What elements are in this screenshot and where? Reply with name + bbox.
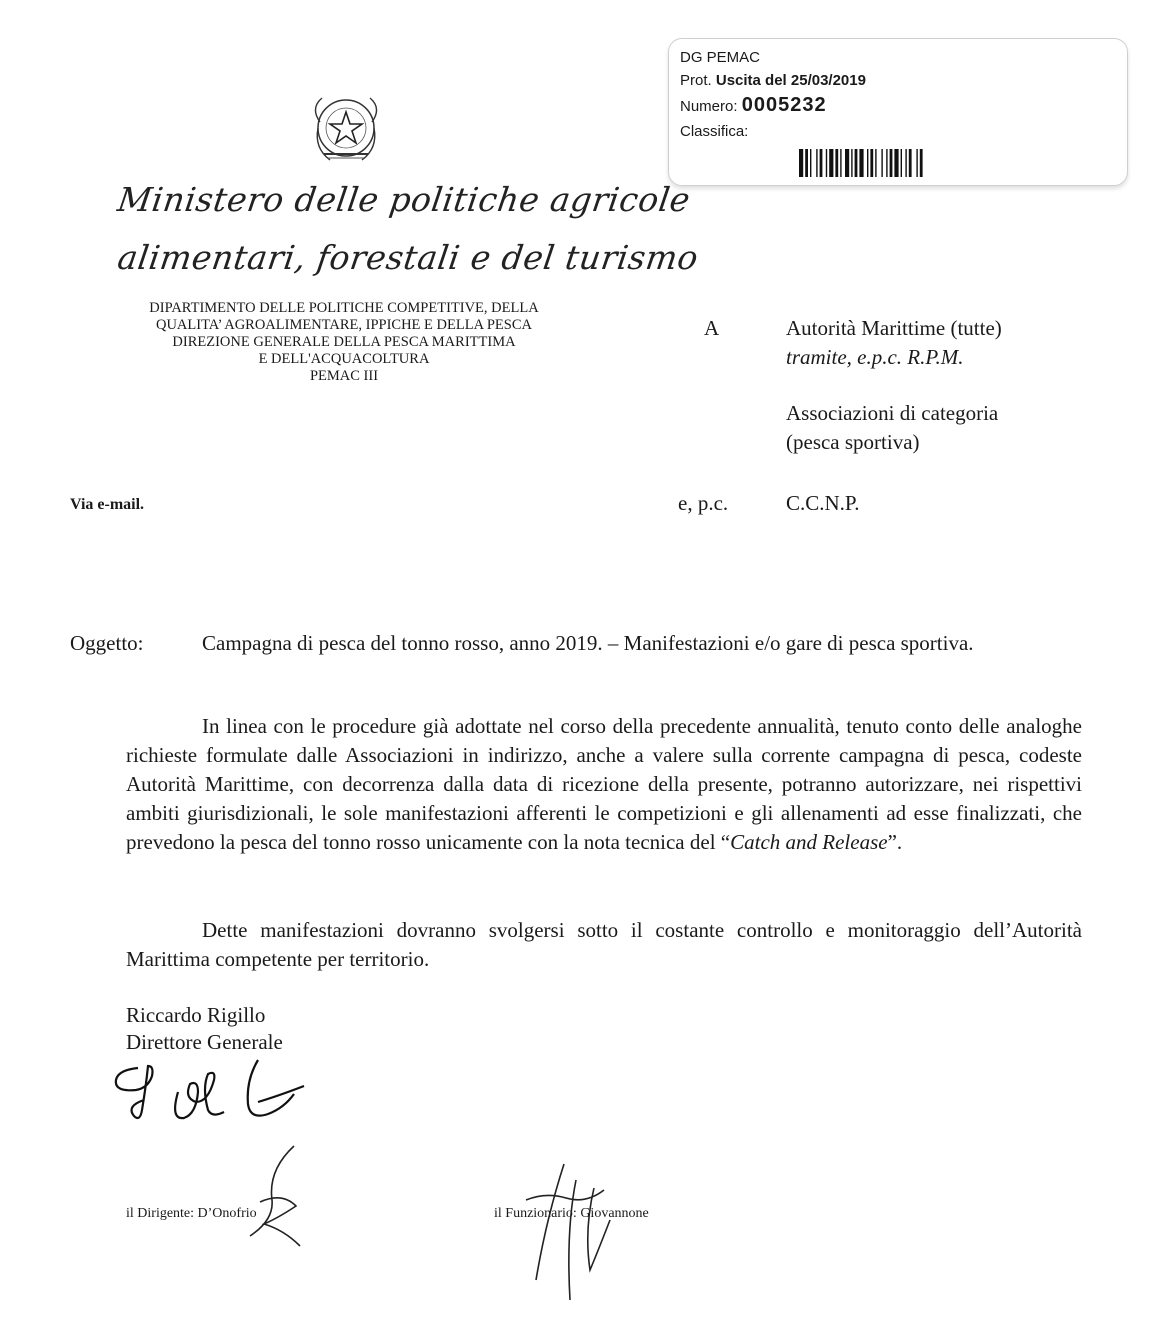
barcode-bar (894, 149, 898, 177)
stamp-number (680, 94, 827, 117)
barcode-bar (867, 149, 868, 177)
barcode-bar (920, 149, 923, 177)
barcode-bar (826, 149, 827, 177)
barcode-bar (909, 149, 912, 177)
recipients-to-label: A (704, 316, 720, 340)
barcode-bar (840, 149, 841, 177)
department-line: QUALITA’ AGROALIMENTARE, IPPICHE E DELLA PESCA (155, 317, 532, 333)
barcode-bar (901, 149, 902, 177)
barcode-bar (799, 149, 803, 177)
funzionario-signature (506, 1160, 626, 1310)
signatory-role: Direttore Generale (126, 1030, 283, 1054)
department-line: E DELL'ACQUACOLTURA (258, 351, 430, 367)
department-line: DIPARTIMENTO DELLE POLITICHE COMPETITIVE, DELLA (149, 300, 539, 316)
subject-label: Oggetto: (70, 631, 144, 655)
footer-dirigente: il Dirigente: D’Onofrio (126, 1206, 257, 1221)
body-paragraph-1 (126, 712, 1082, 857)
recipients-cc-label: e, p.c. (678, 491, 729, 515)
recipient-maritime-authorities-note: tramite, e.p.c. R.P.M. (786, 345, 964, 369)
body-paragraph-1-end: ”. (887, 830, 903, 854)
barcode-bar (829, 149, 833, 177)
handwritten-signature (108, 1040, 328, 1130)
barcode-bar (805, 149, 808, 177)
barcode-bar (905, 149, 906, 177)
stamp-office: DG PEMAC (680, 49, 761, 66)
stamp-protocol (680, 72, 866, 89)
barcode-icon (799, 149, 1004, 177)
footer-funzionario: il Funzionario: Giovannone (494, 1206, 649, 1221)
barcode-bar (816, 149, 817, 177)
barcode-bar (835, 149, 838, 177)
recipient-cc-ccnp: C.C.N.P. (786, 491, 860, 515)
delivery-method: Via e-mail. (70, 496, 145, 513)
barcode-bar (855, 149, 858, 177)
barcode-bar (886, 149, 887, 177)
ministry-name-line1: Ministero delle politiche agricole (115, 180, 693, 219)
barcode-bar (845, 149, 849, 177)
body-paragraph-2: Dette manifestazioni dovranno svolgersi sotto il costante controllo e monitoraggio dell’Autorità Marittima competente per territorio. (126, 918, 1082, 971)
dirigente-initials-signature (238, 1140, 308, 1250)
recipient-associations-note: (pesca sportiva) (786, 430, 920, 454)
ministry-name-line2: alimentari, forestali e del turismo (115, 238, 701, 277)
stamp-prot-prefix: Prot. (680, 72, 712, 89)
barcode-bar (820, 149, 823, 177)
signatory-name: Riccardo Rigillo (126, 1003, 266, 1027)
body-paragraph-1-text: In linea con le procedure già adottate nel corso della precedente annualità, tenuto conto delle analoghe richieste formulate dalle Associazioni in indirizzo, anche a valere sulla corrente campagna di pesca, codeste Autorità Marittime, con decorrenza dalla data di ricezione della presente, potranno autorizzare, nei rispettivi ambiti giurisdizionali, le sole manifestazioni afferenti le competizioni e gli allenamenti ad esse finalizzati, che prevedono la pesca del tonno rosso unicamente con la nota tecnica del “ (126, 714, 1082, 854)
department-block (96, 300, 592, 385)
barcode-bar (870, 149, 873, 177)
barcode-bar (859, 149, 863, 177)
stamp-prot-date: Uscita del 25/03/2019 (715, 72, 866, 89)
barcode-bar (916, 149, 917, 177)
barcode-bar (851, 149, 852, 177)
barcode-bar (881, 149, 882, 177)
catch-and-release-term: Catch and Release (730, 830, 888, 854)
subject-text: Campagna di pesca del tonno rosso, anno 2019. – Manifestazioni e/o gare di pesca sportiva. (202, 631, 974, 655)
stamp-classification-label: Classifica: (680, 123, 749, 140)
barcode-bar (890, 149, 893, 177)
stamp-number-label: Numero: (680, 98, 738, 115)
protocol-stamp (668, 38, 1128, 186)
recipient-associations: Associazioni di categoria (786, 401, 999, 425)
department-line: PEMAC III (309, 368, 379, 384)
stamp-number-value: 0005232 (741, 94, 827, 116)
italian-republic-emblem-icon (306, 88, 386, 168)
department-line: DIREZIONE GENERALE DELLA PESCA MARITTIMA (172, 334, 516, 350)
barcode-bar (875, 149, 876, 177)
recipient-maritime-authorities: Autorità Marittime (tutte) (786, 316, 1002, 340)
barcode-bar (810, 149, 811, 177)
